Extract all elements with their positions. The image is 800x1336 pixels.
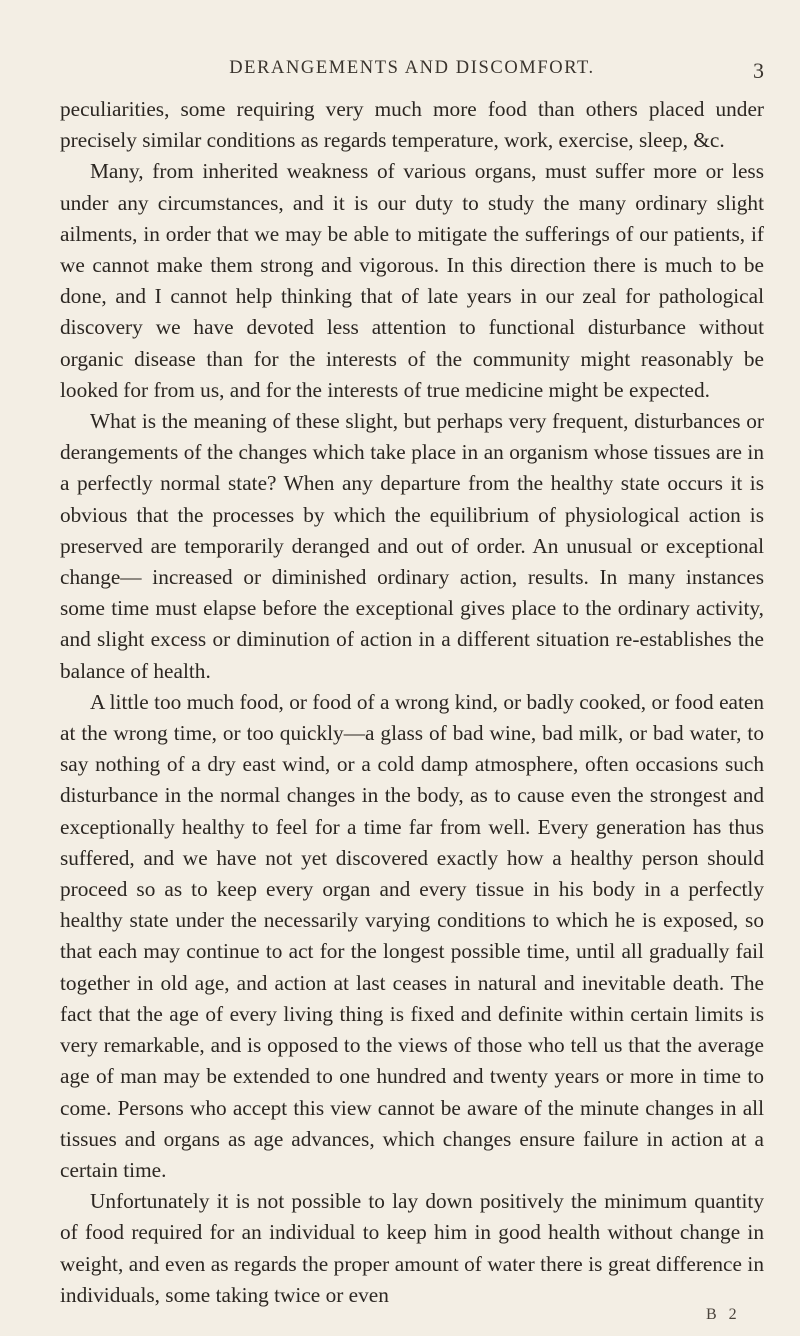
running-head: DERANGEMENTS AND DISCOMFORT.	[229, 58, 595, 78]
paragraph-2: Many, from inherited weakness of various organs, must suffer more or less under any circumstances, and it is our duty to study the many ordinary slight ailments, in order that we may be able to mitigate the sufferings of our patients, if we cannot make them strong and vigorous. In this direction there is much to be done, and I cannot help thinking that of late years in our zeal for pathological discovery we have devoted less attention to functional disturbance without organic disease than for the interests of the community might reasonably be looked for from us, and for the interests of true medicine might be expected.	[60, 159, 764, 402]
signature-mark: B 2	[706, 1306, 741, 1323]
page-header	[60, 58, 764, 88]
page-number: 3	[753, 58, 764, 83]
body-text	[60, 94, 764, 1311]
paragraph-3: What is the meaning of these slight, but perhaps very frequent, disturbances or derangements of the changes which take place in an organism whose tissues are in a perfectly normal state? When any departure from the healthy state occurs it is obvious that the processes by which the equilibrium of physiological action is preserved are temporarily deranged and out of order. An unusual or exceptional change— increased or diminished ordinary action, results. In many instances some time must elapse before the exceptional gives place to the ordinary activity, and slight excess or diminution of action in a different situation re-establishes the balance of health.	[60, 409, 764, 683]
paragraph-5: Unfortunately it is not possible to lay down positively the minimum quantity of food required for an individual to keep him in good health without change in weight, and even as regards the proper amount of water there is great difference in individuals, some taking twice or even	[60, 1189, 764, 1307]
paragraph-1: peculiarities, some requiring very much more food than others placed under precisely similar conditions as regards temperature, work, exercise, sleep, &c.	[60, 97, 764, 153]
paragraph-4: A little too much food, or food of a wrong kind, or badly cooked, or food eaten at the wrong time, or too quickly—a glass of bad wine, bad milk, or bad water, to say nothing of a dry east wind, or a cold damp atmosphere, often occasions such disturbance in the normal changes in the body, as to cause even the strongest and exceptionally healthy to feel for a time far from well. Every generation has thus suffered, and we have not yet discovered exactly how a healthy person should proceed so as to keep every organ and every tissue in his body in a perfectly healthy state under the necessarily varying conditions to which he is exposed, so that each may continue to act for the longest possible time, until all gradually fail together in old age, and action at last ceases in natural and inevitable death. The fact that the age of every living thing is fixed and definite within certain limits is very remarkable, and is opposed to the views of those who tell us that the average age of man may be extended to one hundred and twenty years or more in time to come. Persons who accept this view cannot be aware of the minute changes in all tissues and organs as age advances, which changes ensure failure in action at a certain time.	[60, 689, 764, 1182]
